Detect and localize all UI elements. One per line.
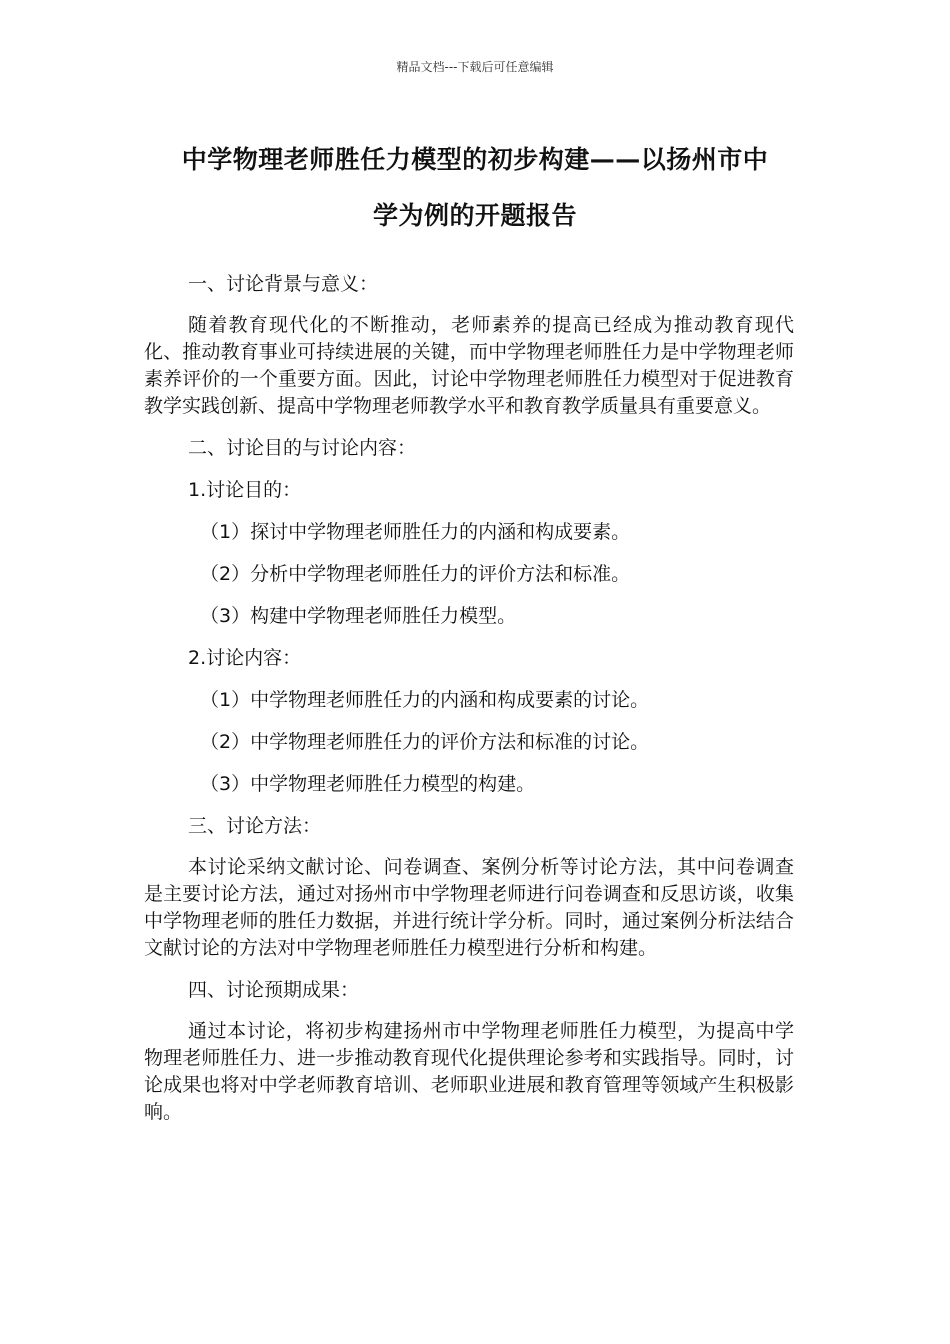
section-3-heading: 三、讨论方法： [188,815,322,837]
purpose-item: （1）探讨中学物理老师胜任力的内涵和构成要素。 [200,521,631,543]
purpose-item: （3）构建中学物理老师胜任力模型。 [200,605,517,627]
section-1-paragraph: 随着教育现代化的不断推动，老师素养的提高已经成为推动教育现代化、推动教育事业可持续进展的关键，而中学物理老师胜任力是中学物理老师素养评价的一个重要方面。因此，讨论中学物理老师胜任力模型对于促进教育教学实践创新、提高中学物理老师教学水平和教育教学质量具有重要意义。 [144,314,794,417]
section-4-paragraph: 通过本讨论，将初步构建扬州市中学物理老师胜任力模型，为提高中学物理老师胜任力、进一步推动教育现代化提供理论参考和实践指导。同时，讨论成果也将对中学老师教育培训、老师职业进展和教育管理等领域产生积极影响。 [144,1020,794,1123]
content-item: （3）中学物理老师胜任力模型的构建。 [200,773,536,795]
document-body [144,270,794,1140]
section-2-heading: 二、讨论目的与讨论内容： [188,437,417,459]
title-line-1: 中学物理老师胜任力模型的初步构建——以扬州市中 [181,145,769,174]
section-1-heading: 一、讨论背景与意义： [188,273,379,295]
title-line-2: 学为例的开题报告 [372,201,577,230]
document-title [140,132,810,244]
purpose-heading: 1.讨论目的： [188,479,302,501]
header-note: 精品文档---下载后可任意编辑 [396,60,554,74]
section-3-paragraph: 本讨论采纳文献讨论、问卷调查、案例分析等讨论方法，其中问卷调查是主要讨论方法，通过对扬州市中学物理老师进行问卷调查和反思访谈，收集中学物理老师的胜任力数据，并进行统计学分析。同时，通过案例分析法结合文献讨论的方法对中学物理老师胜任力模型进行分析和构建。 [144,856,794,959]
content-heading: 2.讨论内容： [188,647,302,669]
content-item: （1）中学物理老师胜任力的内涵和构成要素的讨论。 [200,689,650,711]
purpose-item: （2）分析中学物理老师胜任力的评价方法和标准。 [200,563,631,585]
content-item: （2）中学物理老师胜任力的评价方法和标准的讨论。 [200,731,650,753]
section-4-heading: 四、讨论预期成果： [188,979,360,1001]
